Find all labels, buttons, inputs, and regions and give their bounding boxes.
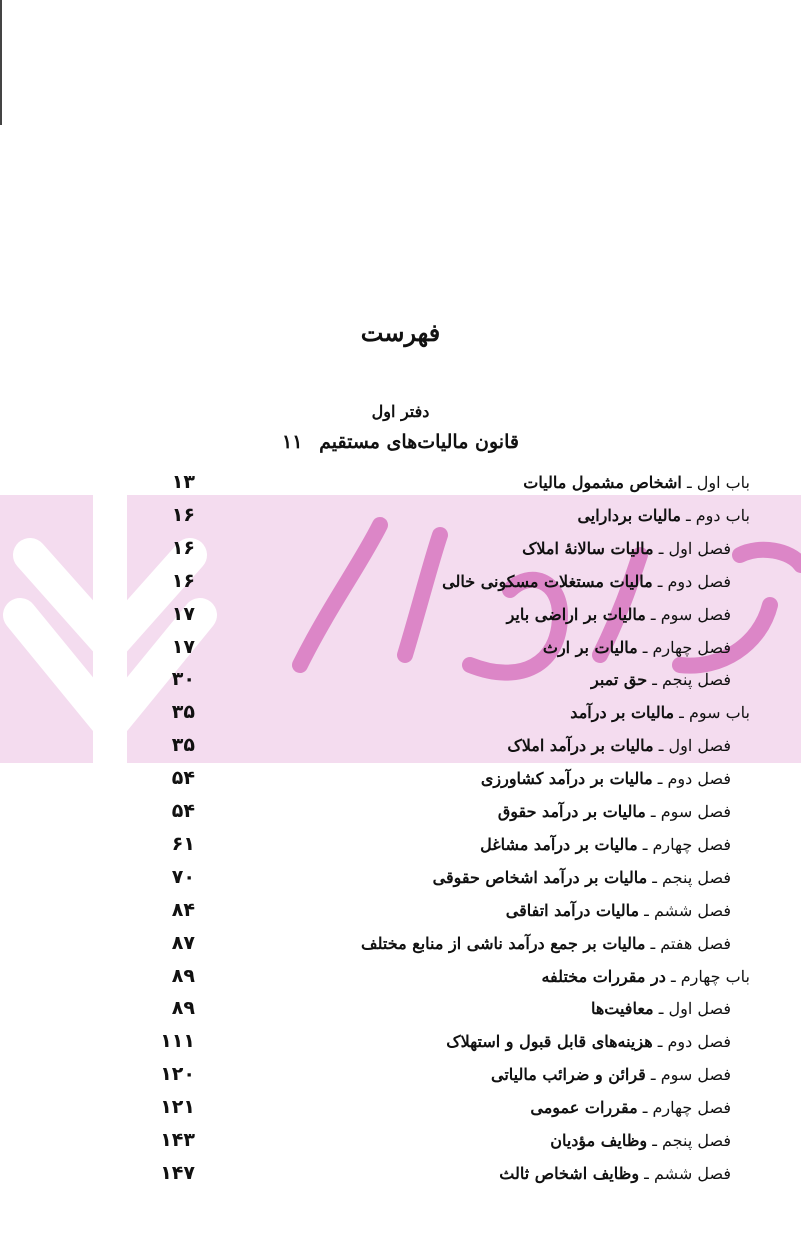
toc-entry-prefix: باب اول ـ xyxy=(681,473,750,492)
toc-entry-title: قرائن و ضرائب مالیاتی xyxy=(491,1065,646,1085)
toc-row xyxy=(0,696,801,729)
toc-chapter-entry xyxy=(361,927,731,960)
toc-entry-prefix: فصل چهارم ـ xyxy=(637,834,731,854)
toc-page-number: ۱۷ xyxy=(171,635,195,658)
toc-entry-prefix: فصل سوم ـ xyxy=(645,802,731,821)
toc-chapter-entry xyxy=(433,861,731,894)
toc-chapter-entry xyxy=(442,565,731,598)
page-edge-mark xyxy=(0,0,2,125)
toc-entry-title: هزینه‌های قابل قبول و استهلاک xyxy=(446,1032,653,1052)
toc-entry-prefix: فصل پنجم ـ xyxy=(647,670,731,690)
page-title: فهرست xyxy=(360,318,441,347)
toc-section-entry xyxy=(570,696,750,729)
toc-row xyxy=(0,927,801,960)
toc-chapter-entry xyxy=(506,894,731,927)
toc-page-number: ۱۱۱ xyxy=(160,1030,195,1053)
toc-row xyxy=(0,992,801,1025)
toc-entry-prefix: فصل ششم ـ xyxy=(639,1163,731,1183)
toc-entry-prefix: فصل اول ـ xyxy=(653,538,731,558)
toc-entry-title: مالیات بر درآمد املاک xyxy=(507,736,654,756)
toc-chapter-entry xyxy=(498,795,731,828)
toc-entry-prefix: فصل دوم ـ xyxy=(652,769,731,789)
toc-row xyxy=(0,828,801,861)
toc-page-number: ۳۵ xyxy=(171,734,195,757)
toc-entry-prefix: فصل چهارم ـ xyxy=(637,637,731,657)
toc-row xyxy=(0,861,801,894)
toc-row xyxy=(0,565,801,598)
toc-chapter-entry xyxy=(591,663,731,696)
toc-page-number: ۱۶ xyxy=(171,569,195,592)
toc-page-number: ۳۵ xyxy=(171,701,195,724)
toc-entry-prefix: فصل اول ـ xyxy=(653,736,731,756)
toc-entry-title: مالیات درآمد اتفاقی xyxy=(505,900,640,920)
toc-page-number: ۶۱ xyxy=(171,832,195,855)
toc-entry-title: مالیات بر درآمد مشاغل xyxy=(480,834,638,854)
toc-chapter-entry xyxy=(507,729,731,762)
toc-entry-prefix: فصل سوم ـ xyxy=(645,604,731,624)
toc-page-number: ۷۰ xyxy=(171,865,195,888)
toc-entry-title: مالیات بر درآمد حقوق xyxy=(497,802,646,821)
toc-row xyxy=(0,762,801,795)
book-title: دفتر اول xyxy=(371,402,430,421)
toc-entry-title: در مقررات مختلفه xyxy=(541,966,666,986)
toc-entry-prefix: فصل هفتم ـ xyxy=(645,933,731,953)
toc-chapter-entry xyxy=(481,762,731,795)
toc-chapter-entry xyxy=(507,598,731,631)
toc-row xyxy=(0,631,801,664)
toc-page-number: ۳۰ xyxy=(171,668,195,691)
toc-entry-title: مالیات بر اراضی بایر xyxy=(506,604,646,624)
toc-row xyxy=(0,1091,801,1124)
toc-row xyxy=(0,466,801,499)
toc-row xyxy=(0,729,801,762)
toc-chapter-entry xyxy=(522,532,731,565)
law-title-text: قانون مالیات‌های مستقیم xyxy=(319,431,519,453)
toc-entry-prefix: فصل سوم ـ xyxy=(645,1065,731,1085)
toc-entry-prefix: فصل ششم ـ xyxy=(639,900,731,920)
toc-entry-prefix: فصل دوم ـ xyxy=(652,1032,731,1052)
toc-entry-prefix: باب سوم ـ xyxy=(674,703,750,723)
toc-entry-prefix: فصل دوم ـ xyxy=(652,571,731,591)
toc-entry-title: حق تمبر xyxy=(590,670,648,690)
toc-entry-title: مالیات بر ارث xyxy=(542,637,638,657)
toc-page-number: ۱۲۱ xyxy=(160,1096,195,1119)
toc-row xyxy=(0,960,801,993)
toc-page-number: ۸۷ xyxy=(171,931,195,954)
toc-row xyxy=(0,1124,801,1157)
toc-row xyxy=(0,1157,801,1190)
toc-row xyxy=(0,894,801,927)
toc-page-number: ۸۹ xyxy=(171,997,195,1020)
toc-row xyxy=(0,663,801,696)
toc-page-number: ۸۴ xyxy=(171,898,195,921)
toc-page-number: ۸۹ xyxy=(171,964,195,987)
toc-chapter-entry xyxy=(491,1058,731,1091)
toc-entry-title: مقررات عمومی xyxy=(530,1098,638,1118)
toc-entry-title: معافیت‌ها xyxy=(590,999,654,1019)
toc-entry-prefix: فصل اول ـ xyxy=(653,999,731,1019)
toc-chapter-entry xyxy=(530,1091,731,1124)
toc-entry-title: مالیات سالانهٔ املاک xyxy=(522,538,654,558)
toc-entry-title: مالیات بر درآمد کشاورزی xyxy=(480,769,653,789)
toc-entry-prefix: باب چهارم ـ xyxy=(665,966,750,986)
toc-section-entry xyxy=(577,499,750,532)
toc-chapter-entry xyxy=(543,631,731,664)
law-title-page: ۱۱ xyxy=(282,431,303,453)
toc-row xyxy=(0,1025,801,1058)
toc-entry-title: وظایف اشخاص ثالث xyxy=(499,1163,640,1183)
toc-page-number: ۱۴۷ xyxy=(160,1161,195,1184)
toc-entry-title: مالیات بردارایی xyxy=(577,505,681,525)
toc-chapter-entry xyxy=(446,1025,731,1058)
toc-row xyxy=(0,795,801,828)
law-title xyxy=(0,431,801,453)
toc-entry-title: وظایف مؤدیان xyxy=(550,1131,648,1150)
toc-entry-title: مالیات بر درآمد xyxy=(570,703,675,723)
toc-chapter-entry xyxy=(480,828,731,861)
toc-page-number: ۵۴ xyxy=(171,800,195,822)
toc-page-number: ۱۶ xyxy=(171,503,195,526)
toc-page-number: ۵۴ xyxy=(171,767,195,790)
toc-row xyxy=(0,499,801,532)
toc-entry-title: مالیات بر جمع درآمد ناشی از منابع مختلف xyxy=(361,933,646,953)
toc-row xyxy=(0,532,801,565)
toc-page-number: ۱۴۳ xyxy=(160,1129,195,1151)
toc-page-number: ۱۶ xyxy=(171,536,195,559)
toc-section-entry xyxy=(541,960,750,993)
toc-entry-prefix: فصل پنجم ـ xyxy=(647,867,731,887)
toc-entry-title: اشخاص مشمول مالیات xyxy=(523,473,682,492)
toc-section-entry xyxy=(523,466,750,499)
toc-row xyxy=(0,598,801,631)
toc-row xyxy=(0,1058,801,1091)
toc-entry-prefix: فصل پنجم ـ xyxy=(647,1131,731,1150)
toc-entry-prefix: فصل چهارم ـ xyxy=(637,1098,731,1118)
toc-page-number: ۱۷ xyxy=(171,602,195,625)
toc-entry-prefix: باب دوم ـ xyxy=(680,505,750,525)
toc-chapter-entry xyxy=(591,992,731,1025)
toc-chapter-entry xyxy=(550,1124,731,1157)
toc-chapter-entry xyxy=(499,1157,731,1190)
toc-page-number: ۱۳ xyxy=(171,471,195,493)
toc-entry-title: مالیات مستغلات مسکونی خالی xyxy=(442,571,653,591)
toc-page-number: ۱۲۰ xyxy=(160,1063,195,1086)
toc-entry-title: مالیات بر درآمد اشخاص حقوقی xyxy=(432,867,648,887)
